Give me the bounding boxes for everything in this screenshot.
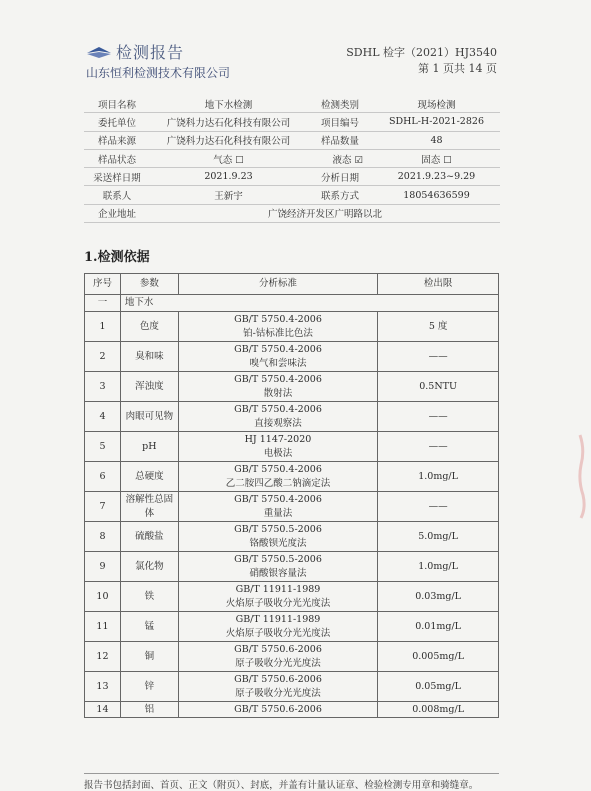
row-param: 总硬度 xyxy=(120,462,178,492)
row-param: 铝 xyxy=(120,702,178,718)
header-standard: 分析标准 xyxy=(178,274,377,295)
standard-code: GB/T 11911-1989 xyxy=(235,613,321,625)
table-row xyxy=(85,522,499,552)
standard-code: GB/T 5750.5-2006 xyxy=(234,553,322,565)
row-no: 10 xyxy=(85,582,121,612)
row-standard xyxy=(178,702,377,718)
info-row xyxy=(84,168,500,186)
row-standard xyxy=(178,312,377,342)
row-no: 13 xyxy=(85,672,121,702)
footer-note: 报告书包括封面、首页、正文（附页）、封底，并盖有计量认证章、检验检测专用章和骑缝章。 xyxy=(84,780,479,791)
table-row xyxy=(85,432,499,462)
footer-divider xyxy=(84,773,499,774)
standard-method: 电极法 xyxy=(263,447,293,459)
row-no: 4 xyxy=(85,402,121,432)
info-value: 广饶科力达石化科技有限公司 xyxy=(150,131,307,149)
row-limit: 5 度 xyxy=(378,312,499,342)
standard-code: HJ 1147-2020 xyxy=(244,433,312,445)
row-param: 浑浊度 xyxy=(120,372,178,402)
standard-code: GB/T 5750.4-2006 xyxy=(234,313,322,325)
standard-method: 火焰原子吸收分光光度法 xyxy=(225,627,331,639)
group-index: 一 xyxy=(85,295,121,312)
table-row xyxy=(85,342,499,372)
info-label: 样品状态 xyxy=(84,149,150,167)
row-no: 1 xyxy=(85,312,121,342)
standard-code: GB/T 5750.5-2006 xyxy=(234,523,322,535)
row-no: 12 xyxy=(85,642,121,672)
document-number: SDHL 检字（2021）HJ3540 xyxy=(346,46,497,59)
table-row xyxy=(85,642,499,672)
standard-method: 重量法 xyxy=(263,507,293,519)
info-label: 采送样日期 xyxy=(84,168,150,186)
standard-method: 原子吸收分光光度法 xyxy=(235,687,321,699)
row-no: 11 xyxy=(85,612,121,642)
row-limit: 0.005mg/L xyxy=(378,642,499,672)
row-param: 臭和味 xyxy=(120,342,178,372)
standard-code: GB/T 5750.6-2006 xyxy=(234,703,322,715)
standard-method: 铬酸钡光度法 xyxy=(249,537,307,549)
row-limit: 0.5NTU xyxy=(378,372,499,402)
row-no: 8 xyxy=(85,522,121,552)
row-param: 色度 xyxy=(120,312,178,342)
standard-method: 嗅气和尝味法 xyxy=(249,357,307,369)
standard-method: 散射法 xyxy=(263,387,293,399)
info-label: 企业地址 xyxy=(84,204,150,222)
info-label: 分析日期 xyxy=(307,168,373,186)
row-limit: —— xyxy=(378,402,499,432)
table-row xyxy=(85,552,499,582)
info-value: SDHL-H-2021-2826 xyxy=(373,113,500,131)
standard-code: GB/T 5750.4-2006 xyxy=(234,463,322,475)
row-limit: 0.03mg/L xyxy=(378,582,499,612)
standard-code: GB/T 5750.6-2006 xyxy=(234,673,322,685)
seam-stamp-icon xyxy=(577,430,587,520)
row-no: 5 xyxy=(85,432,121,462)
standard-method: 火焰原子吸收分光光度法 xyxy=(225,597,331,609)
company-name: 山东恒利检测技术有限公司 xyxy=(86,66,231,80)
info-label: 委托单位 xyxy=(84,113,150,131)
table-row xyxy=(85,462,499,492)
row-no: 6 xyxy=(85,462,121,492)
row-standard xyxy=(178,642,377,672)
row-standard xyxy=(178,462,377,492)
standard-method: 乙二胺四乙酸二钠滴定法 xyxy=(225,477,331,489)
row-no: 14 xyxy=(85,702,121,718)
table-row xyxy=(85,402,499,432)
info-label: 联系人 xyxy=(84,186,150,204)
header-no: 序号 xyxy=(85,274,121,295)
info-label: 样品来源 xyxy=(84,131,150,149)
row-limit: 1.0mg/L xyxy=(378,462,499,492)
row-param: 锰 xyxy=(120,612,178,642)
row-standard xyxy=(178,432,377,462)
row-limit: 5.0mg/L xyxy=(378,522,499,552)
row-param: 铜 xyxy=(120,642,178,672)
info-label: 检测类别 xyxy=(307,95,373,113)
info-value: 48 xyxy=(373,131,500,149)
report-title: 检测报告 xyxy=(116,43,185,62)
info-value: 王新宇 xyxy=(150,186,307,204)
row-limit: 0.01mg/L xyxy=(378,612,499,642)
row-limit: 0.05mg/L xyxy=(378,672,499,702)
standard-method: 直接观察法 xyxy=(254,417,302,429)
standard-code: GB/T 5750.6-2006 xyxy=(234,643,322,655)
group-name: 地下水 xyxy=(120,295,498,312)
info-row xyxy=(84,186,500,204)
info-value: 地下水检测 xyxy=(150,95,307,113)
table-header-row xyxy=(85,274,499,295)
row-standard xyxy=(178,552,377,582)
info-row xyxy=(84,204,500,222)
table-row xyxy=(85,312,499,342)
row-no: 7 xyxy=(85,492,121,522)
row-standard xyxy=(178,582,377,612)
row-param: pH xyxy=(120,432,178,462)
info-label: 样品数量 xyxy=(307,131,373,149)
info-value: 广饶科力达石化科技有限公司 xyxy=(150,113,307,131)
info-value: 现场检测 xyxy=(373,95,500,113)
row-param: 肉眼可见物 xyxy=(120,402,178,432)
standard-method: 原子吸收分光光度法 xyxy=(235,657,321,669)
section-title: 1.检测依据 xyxy=(84,250,150,265)
standard-code: GB/T 11911-1989 xyxy=(235,583,321,595)
table-row xyxy=(85,492,499,522)
info-row xyxy=(84,149,500,167)
info-value: 2021.9.23 xyxy=(150,168,307,186)
info-row xyxy=(84,113,500,131)
page-info: 第 1 页共 14 页 xyxy=(418,62,497,75)
row-standard xyxy=(178,492,377,522)
header-limit: 检出限 xyxy=(378,274,499,295)
info-row xyxy=(84,131,500,149)
row-standard xyxy=(178,672,377,702)
row-standard xyxy=(178,342,377,372)
standards-table xyxy=(84,273,499,718)
row-param: 溶解性总固体 xyxy=(120,492,178,522)
standard-method: 铂-钴标准比色法 xyxy=(243,327,313,339)
info-label: 联系方式 xyxy=(307,186,373,204)
row-param: 锌 xyxy=(120,672,178,702)
standard-code: GB/T 5750.4-2006 xyxy=(234,403,322,415)
info-table xyxy=(84,95,500,223)
info-value: 18054636599 xyxy=(373,186,500,204)
state-solid: 固态 ☐ xyxy=(373,149,500,167)
state-gas: 气态 ☐ xyxy=(150,149,307,167)
table-row xyxy=(85,612,499,642)
header-param: 参数 xyxy=(120,274,178,295)
info-value: 2021.9.23~9.29 xyxy=(373,168,500,186)
table-row xyxy=(85,582,499,612)
info-row xyxy=(84,95,500,113)
company-logo-icon xyxy=(86,44,112,60)
row-param: 氯化物 xyxy=(120,552,178,582)
row-limit: 1.0mg/L xyxy=(378,552,499,582)
row-param: 硫酸盐 xyxy=(120,522,178,552)
row-no: 9 xyxy=(85,552,121,582)
state-liquid: 液态 ☑ xyxy=(307,149,373,167)
row-limit: —— xyxy=(378,432,499,462)
info-label: 项目名称 xyxy=(84,95,150,113)
standard-code: GB/T 5750.4-2006 xyxy=(234,493,322,505)
table-row xyxy=(85,672,499,702)
row-limit: —— xyxy=(378,492,499,522)
row-param: 铁 xyxy=(120,582,178,612)
row-limit: 0.008mg/L xyxy=(378,702,499,718)
group-row xyxy=(85,295,499,312)
row-standard xyxy=(178,612,377,642)
row-standard xyxy=(178,372,377,402)
row-standard xyxy=(178,522,377,552)
report-logo xyxy=(86,40,184,63)
row-standard xyxy=(178,402,377,432)
row-limit: —— xyxy=(378,342,499,372)
standard-code: GB/T 5750.4-2006 xyxy=(234,373,322,385)
standard-code: GB/T 5750.4-2006 xyxy=(234,343,322,355)
table-row xyxy=(85,702,499,718)
table-row xyxy=(85,372,499,402)
standard-method: 硝酸银容量法 xyxy=(249,567,307,579)
info-value: 广饶经济开发区广明路以北 xyxy=(150,204,500,222)
info-label: 项目编号 xyxy=(307,113,373,131)
row-no: 3 xyxy=(85,372,121,402)
row-no: 2 xyxy=(85,342,121,372)
